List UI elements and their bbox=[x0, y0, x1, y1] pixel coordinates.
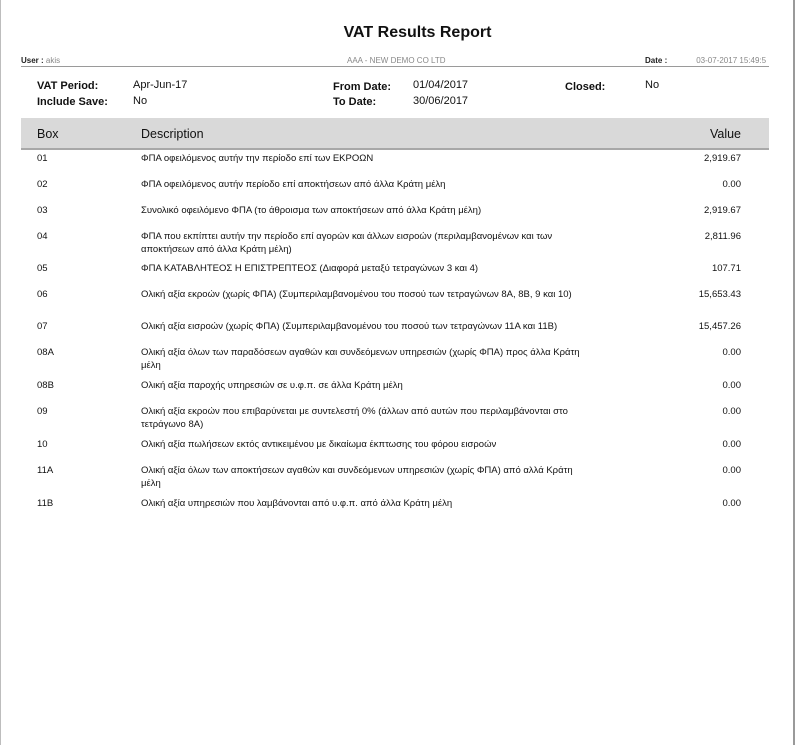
row-value: 2,919.67 bbox=[704, 153, 741, 164]
user-label: User : bbox=[21, 56, 44, 65]
table-header bbox=[21, 118, 769, 150]
date-value: 03-07-2017 15:49:5 bbox=[696, 56, 767, 65]
row-description: Ολική αξία όλων των αποκτήσεων αγαθών και συνδεόμενων υπηρεσιών (χωρίς ΦΠΑ) από αλλά Κράτη μέλη bbox=[141, 465, 573, 489]
column-header-value: Value bbox=[709, 127, 741, 141]
table-row bbox=[21, 320, 769, 346]
row-value: 15,457.26 bbox=[698, 321, 741, 332]
row-value: 0.00 bbox=[722, 406, 741, 417]
row-description: Ολική αξία εισροών (χωρίς ΦΠΑ) (Συμπεριλαμβανομένου του ποσού των τετραγώνων 11Α και 11Β) bbox=[141, 321, 558, 332]
row-value: 0.00 bbox=[722, 498, 741, 509]
row-value: 0.00 bbox=[722, 347, 741, 358]
header-rule bbox=[21, 66, 769, 67]
from-date-label: From Date: bbox=[333, 81, 392, 93]
table-row bbox=[21, 497, 769, 523]
row-box: 01 bbox=[37, 153, 48, 164]
table-row bbox=[21, 288, 769, 320]
from-date-value: 01/04/2017 bbox=[413, 79, 469, 91]
column-header-description: Description bbox=[141, 127, 204, 141]
row-box: 08A bbox=[37, 347, 54, 358]
row-value: 107.71 bbox=[711, 263, 741, 274]
table-row bbox=[21, 379, 769, 405]
row-value: 0.00 bbox=[722, 380, 741, 391]
row-description: ΦΠΑ οφειλόμενος αυτήν την περίοδο επί των ΕΚΡΟΩΝ bbox=[141, 153, 374, 164]
row-description: Ολική αξία υπηρεσιών που λαμβάνονται από υ.φ.π. από άλλα Κράτη μέλη bbox=[141, 498, 453, 509]
row-value: 2,811.96 bbox=[704, 231, 741, 242]
to-date-label: To Date: bbox=[333, 96, 377, 108]
row-box: 06 bbox=[37, 289, 48, 300]
row-description: ΦΠΑ οφειλόμενος αυτήν περίοδο επί αποκτήσεων από άλλα Κράτη μέλη bbox=[141, 179, 446, 190]
row-value: 0.00 bbox=[722, 179, 741, 190]
include-save-value: No bbox=[133, 95, 148, 107]
table-row bbox=[21, 262, 769, 288]
row-box: 11A bbox=[37, 465, 54, 476]
table-row bbox=[21, 204, 769, 230]
table-row bbox=[21, 178, 769, 204]
table-row bbox=[21, 152, 769, 178]
table-row bbox=[21, 464, 769, 497]
row-description: Ολική αξία όλων των παραδόσεων αγαθών και συνδεόμενων υπηρεσιών (χωρίς ΦΠΑ) προς άλλα Κράτη μέλη bbox=[141, 347, 580, 371]
row-description: ΦΠΑ ΚΑΤΑΒΛΗΤΕΟΣ Η ΕΠΙΣΤΡΕΠΤΕΟΣ (Διαφορά μεταξύ τετραγώνων 3 και 4) bbox=[141, 263, 479, 274]
table-row bbox=[21, 438, 769, 464]
row-box: 03 bbox=[37, 205, 48, 216]
row-description: Ολική αξία πωλήσεων εκτός αντικειμένου με δικαίωμα έκπτωσης του φόρου εισροών bbox=[141, 439, 497, 450]
date-label: Date : bbox=[645, 56, 668, 65]
row-description: Ολική αξία εκροών που επιβαρύνεται με συντελεστή 0% (άλλων από αυτών που περιλαμβάνονται στο τετράγωνο 8Α) bbox=[141, 406, 568, 430]
row-box: 04 bbox=[37, 231, 48, 242]
row-value: 0.00 bbox=[722, 465, 741, 476]
row-description: Ολική αξία παροχής υπηρεσιών σε υ.φ.π. σε άλλα Κράτη μέλη bbox=[141, 380, 403, 391]
row-box: 10 bbox=[37, 439, 48, 450]
column-header-box: Box bbox=[37, 127, 59, 141]
row-box: 05 bbox=[37, 263, 48, 274]
closed-label: Closed: bbox=[565, 81, 606, 93]
report-title: VAT Results Report bbox=[343, 24, 492, 41]
vat-period-value: Apr-Jun-17 bbox=[133, 79, 188, 91]
user-info bbox=[21, 56, 60, 65]
date-info bbox=[645, 56, 766, 65]
row-box: 09 bbox=[37, 406, 48, 417]
include-save-label: Include Save: bbox=[37, 96, 108, 108]
row-description: ΦΠΑ που εκπίπτει αυτήν την περίοδο επί αγορών και άλλων εισροών (περιλαμβανομένων και των αποκτήσεων από άλλα Κράτη μέλη) bbox=[141, 231, 553, 255]
table-row bbox=[21, 346, 769, 379]
row-box: 11B bbox=[37, 498, 54, 509]
row-value: 15,653.43 bbox=[698, 289, 741, 300]
row-value: 0.00 bbox=[722, 439, 741, 450]
vat-period-label: VAT Period: bbox=[37, 80, 99, 92]
user-value: akis bbox=[45, 56, 61, 65]
to-date-value: 30/06/2017 bbox=[413, 95, 469, 107]
table-row bbox=[21, 405, 769, 438]
row-box: 07 bbox=[37, 321, 48, 332]
row-description: Ολική αξία εκροών (χωρίς ΦΠΑ) (Συμπεριλαμβανομένου του ποσού των τετραγώνων 8Α, 8Β, 9 και 10) bbox=[141, 289, 572, 300]
row-description: Συνολικό οφειλόμενο ΦΠΑ (το άθροισμα των αποκτήσεων από άλλα Κράτη μέλη) bbox=[141, 205, 482, 216]
row-value: 2,919.67 bbox=[704, 205, 741, 216]
closed-value: No bbox=[645, 79, 660, 91]
table-body bbox=[21, 152, 769, 523]
company-name: AAA - NEW DEMO CO LTD bbox=[347, 56, 446, 65]
row-box: 08B bbox=[37, 380, 54, 391]
table-row bbox=[21, 230, 769, 262]
row-box: 02 bbox=[37, 179, 48, 190]
